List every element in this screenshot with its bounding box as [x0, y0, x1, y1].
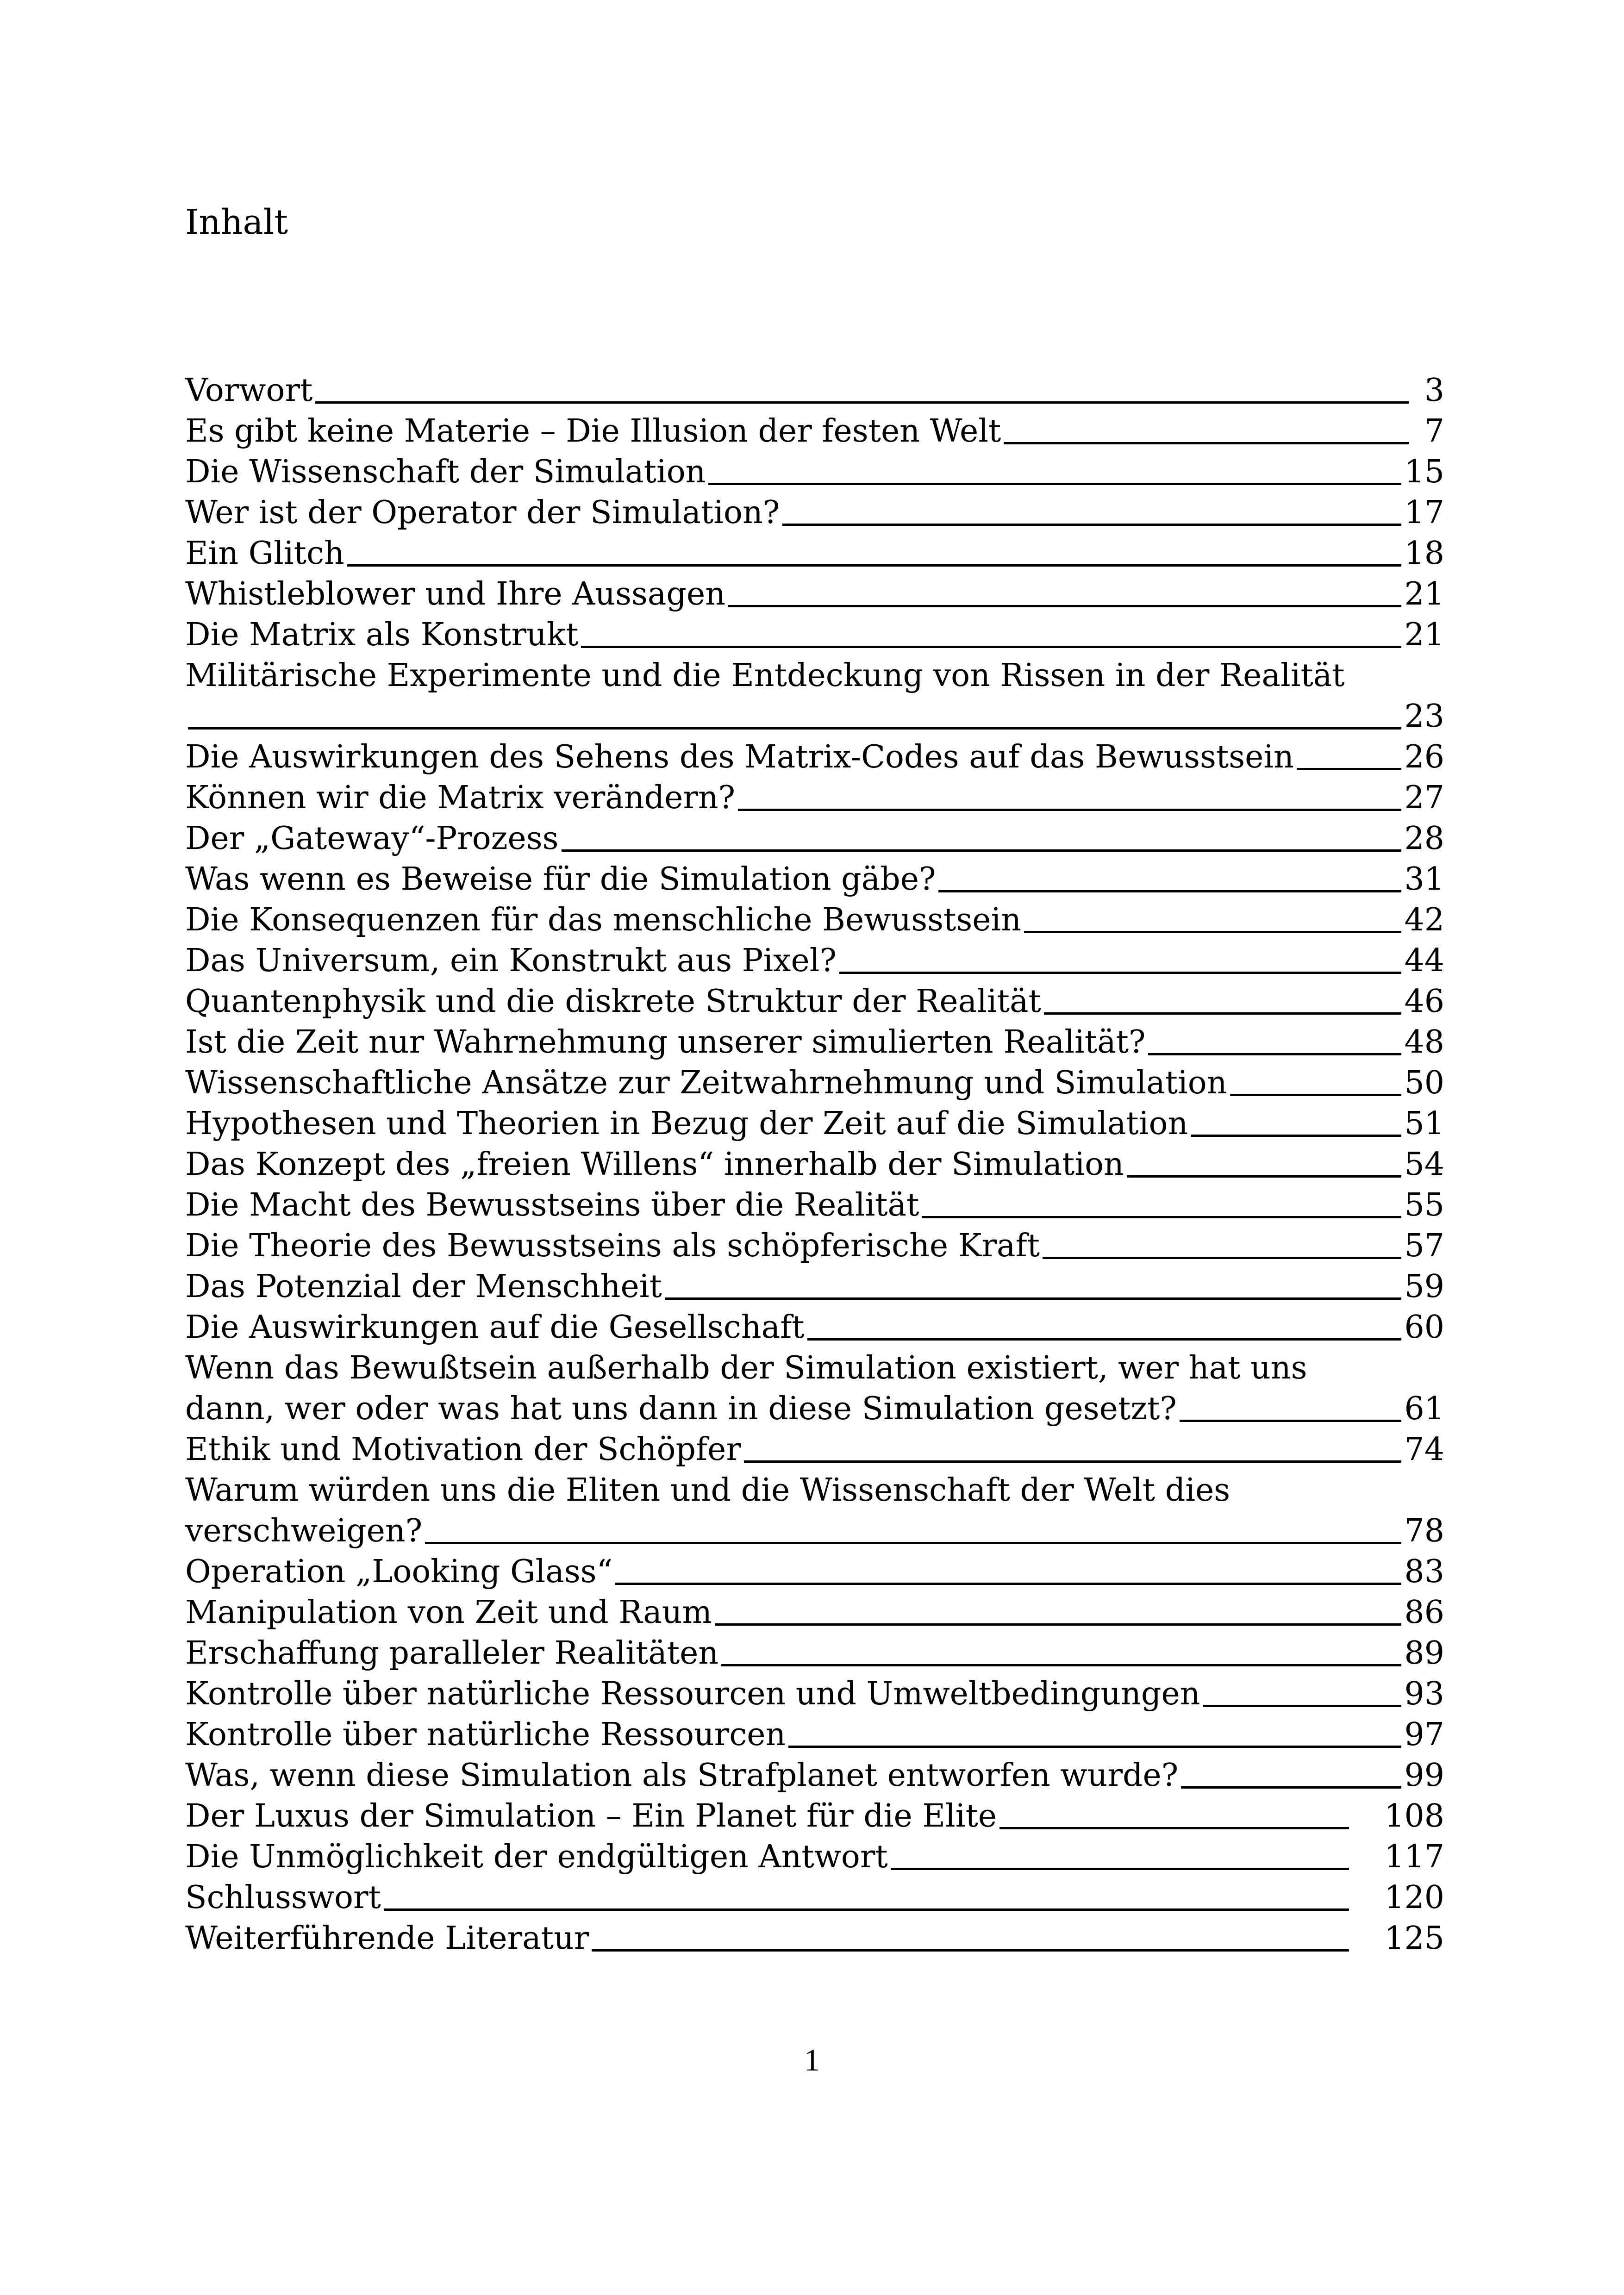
- toc-entry-line: [185, 452, 1444, 493]
- toc-entry-title: Die Auswirkungen auf die Gesellschaft: [185, 1309, 805, 1346]
- toc-leader-line: [347, 564, 1402, 567]
- toc-entry-line: [185, 411, 1444, 452]
- toc-entry-line: [185, 1307, 1444, 1348]
- toc-leader-line: [188, 727, 1401, 730]
- toc-entry-line: [185, 1266, 1444, 1307]
- toc-entry-title: Wer ist der Operator der Simulation?: [185, 494, 780, 531]
- toc-page-number: 108: [1384, 1798, 1444, 1834]
- toc-page-number: 59: [1404, 1268, 1444, 1305]
- toc-leader-line: [1230, 1094, 1402, 1096]
- toc-entry: [185, 533, 1444, 574]
- toc-entry-line: [185, 1715, 1444, 1755]
- table-of-contents: [185, 370, 1444, 1959]
- toc-entry: [185, 1348, 1444, 1429]
- toc-entry: [185, 981, 1444, 1022]
- page-number: 1: [804, 2042, 820, 2077]
- toc-entry: [185, 818, 1444, 859]
- toc-leader-line: [1127, 1175, 1402, 1178]
- toc-page-number: 21: [1404, 617, 1444, 653]
- toc-entry-line: [185, 1144, 1444, 1185]
- toc-entry-line: [185, 818, 1444, 859]
- toc-entry-line: [185, 655, 1444, 696]
- toc-entry-title: Wenn das Bewußtsein außerhalb der Simulation existiert, wer hat uns: [185, 1350, 1307, 1386]
- toc-entry-title: Kontrolle über natürliche Ressourcen: [185, 1716, 786, 1753]
- toc-page-number: 51: [1404, 1105, 1444, 1142]
- toc-leader-line: [562, 849, 1402, 852]
- toc-entry-title: Die Theorie des Bewusstseins als schöpferische Kraft: [185, 1228, 1040, 1264]
- toc-leader-line: [922, 1216, 1401, 1218]
- toc-page-number: 3: [1424, 372, 1444, 409]
- toc-entry: [185, 737, 1444, 778]
- toc-page-number: 17: [1404, 494, 1444, 531]
- toc-entry-line: [185, 1389, 1444, 1429]
- toc-entry-title: Weiterführende Literatur: [185, 1920, 589, 1957]
- toc-leader-line: [891, 1868, 1349, 1870]
- toc-entry: [185, 1022, 1444, 1063]
- toc-entry-title: dann, wer oder was hat uns dann in diese Simulation gesetzt?: [185, 1391, 1177, 1427]
- toc-entry-title: Kontrolle über natürliche Ressourcen und Umweltbedingungen: [185, 1676, 1200, 1712]
- toc-entry-line: [185, 1348, 1444, 1389]
- toc-leader-line: [581, 646, 1401, 648]
- toc-entry: [185, 1796, 1444, 1837]
- toc-entry: [185, 574, 1444, 615]
- toc-entry-line: [185, 1185, 1444, 1226]
- toc-entry: [185, 615, 1444, 655]
- toc-entry-title: Können wir die Matrix verändern?: [185, 780, 736, 816]
- toc-page-number: 28: [1404, 820, 1444, 857]
- toc-entry-line: [185, 533, 1444, 574]
- toc-page-number: 44: [1404, 942, 1444, 979]
- toc-leader-line: [1043, 1257, 1401, 1259]
- toc-page-number: 93: [1404, 1676, 1444, 1712]
- toc-page-number: 61: [1404, 1391, 1444, 1427]
- toc-page-number: 78: [1404, 1513, 1444, 1549]
- toc-page-number: 99: [1404, 1757, 1444, 1794]
- toc-entry-line: [185, 1796, 1444, 1837]
- toc-leader-line: [839, 972, 1402, 974]
- toc-leader-line: [738, 809, 1401, 811]
- toc-leader-line: [615, 1583, 1401, 1585]
- toc-leader-line: [999, 1827, 1349, 1829]
- toc-entry: [185, 1715, 1444, 1755]
- toc-entry-line: [185, 1674, 1444, 1715]
- toc-entry-title: Das Potenzial der Menschheit: [185, 1268, 662, 1305]
- toc-entry: [185, 1877, 1444, 1918]
- toc-entry: [185, 1674, 1444, 1715]
- toc-entry-title: Die Macht des Bewusstseins über die Realität: [185, 1187, 919, 1223]
- toc-page-number: 42: [1404, 902, 1444, 938]
- toc-entry: [185, 1185, 1444, 1226]
- toc-entry: [185, 778, 1444, 818]
- toc-leader-line: [1004, 442, 1409, 444]
- toc-page-number: 18: [1404, 535, 1444, 572]
- toc-entry-line: [185, 1552, 1444, 1592]
- toc-entry-title: Die Auswirkungen des Sehens des Matrix-Codes auf das Bewusstsein: [185, 739, 1294, 775]
- toc-entry-title: Manipulation von Zeit und Raum: [185, 1594, 712, 1631]
- toc-entry-line: [185, 1877, 1444, 1918]
- toc-entry: [185, 1633, 1444, 1674]
- toc-entry: [185, 1226, 1444, 1266]
- toc-page-number: 7: [1424, 413, 1444, 449]
- toc-entry-line: [185, 1104, 1444, 1144]
- toc-leader-line: [1180, 1420, 1402, 1422]
- toc-entry-title: Vorwort: [185, 372, 313, 409]
- toc-entry: [185, 370, 1444, 411]
- toc-leader-line: [788, 1746, 1401, 1748]
- toc-leader-line: [1297, 768, 1402, 770]
- toc-page-number: 48: [1404, 1024, 1444, 1060]
- toc-entry-title: Der „Gateway“-Prozess: [185, 820, 559, 857]
- toc-entry-line: [185, 1022, 1444, 1063]
- toc-leader-line: [1203, 1705, 1402, 1707]
- toc-entry: [185, 1837, 1444, 1877]
- toc-entry-title: Die Konsequenzen für das menschliche Bewusstsein: [185, 902, 1022, 938]
- toc-leader-line: [384, 1908, 1349, 1911]
- toc-entry-line: [185, 493, 1444, 533]
- toc-leader-line: [708, 483, 1401, 485]
- toc-leader-line: [665, 1297, 1402, 1300]
- toc-entry-title: Hypothesen und Theorien in Bezug der Zeit auf die Simulation: [185, 1105, 1188, 1142]
- toc-entry-title: Die Unmöglichkeit der endgültigen Antwort: [185, 1839, 888, 1875]
- toc-entry-title: Whistleblower und Ihre Aussagen: [185, 576, 725, 612]
- toc-leader-line: [425, 1542, 1401, 1544]
- toc-entry-line: [185, 1755, 1444, 1796]
- toc-entry-title: Quantenphysik und die diskrete Struktur der Realität: [185, 983, 1041, 1020]
- toc-entry: [185, 1307, 1444, 1348]
- toc-page-number: 57: [1404, 1228, 1444, 1264]
- toc-leader-line: [315, 401, 1409, 404]
- toc-entry-title: Schlusswort: [185, 1879, 381, 1916]
- toc-page-number: 27: [1404, 780, 1444, 816]
- toc-page-number: 86: [1404, 1594, 1444, 1631]
- toc-entry: [185, 1063, 1444, 1104]
- toc-entry-title: Die Wissenschaft der Simulation: [185, 454, 706, 490]
- toc-page-number: 117: [1384, 1839, 1444, 1875]
- toc-entry-line: [185, 1470, 1444, 1511]
- toc-page-number: 83: [1404, 1553, 1444, 1590]
- toc-entry-title: Erschaffung paralleler Realitäten: [185, 1635, 719, 1671]
- toc-entry-title: Wissenschaftliche Ansätze zur Zeitwahrnehmung und Simulation: [185, 1065, 1227, 1101]
- toc-entry-line: [185, 737, 1444, 778]
- toc-leader-line: [728, 605, 1401, 607]
- toc-entry-line: [185, 900, 1444, 941]
- toc-entry-title: Militärische Experimente und die Entdeckung von Rissen in der Realität: [185, 657, 1345, 694]
- toc-entry-line: [185, 1063, 1444, 1104]
- toc-entry-line: [185, 1511, 1444, 1552]
- toc-entry-title: Die Matrix als Konstrukt: [185, 617, 579, 653]
- toc-entry-title: Es gibt keine Materie – Die Illusion der festen Welt: [185, 413, 1001, 449]
- toc-entry-title: verschweigen?: [185, 1513, 423, 1549]
- toc-entry: [185, 1592, 1444, 1633]
- toc-entry-title: Das Universum, ein Konstrukt aus Pixel?: [185, 942, 837, 979]
- toc-page-number: 26: [1404, 739, 1444, 775]
- toc-entry: [185, 1470, 1444, 1552]
- toc-entry: [185, 941, 1444, 981]
- toc-entry-title: Das Konzept des „freien Willens“ innerhalb der Simulation: [185, 1146, 1124, 1183]
- toc-entry-line: [185, 1918, 1444, 1959]
- toc-entry-line: [185, 1592, 1444, 1633]
- toc-page-number: 55: [1404, 1187, 1444, 1223]
- toc-entry: [185, 1552, 1444, 1592]
- toc-entry-line: [185, 941, 1444, 981]
- toc-entry: [185, 1144, 1444, 1185]
- toc-page-number: 21: [1404, 576, 1444, 612]
- toc-entry-line: [185, 981, 1444, 1022]
- toc-entry: [185, 655, 1444, 737]
- toc-page-number: 23: [1404, 698, 1444, 735]
- toc-page-number: 120: [1384, 1879, 1444, 1916]
- toc-leader-line: [782, 524, 1401, 526]
- toc-entry: [185, 900, 1444, 941]
- toc-entry-line: [185, 1837, 1444, 1877]
- toc-leader-line: [592, 1949, 1349, 1952]
- toc-leader-line: [1181, 1786, 1401, 1789]
- toc-entry-title: Warum würden uns die Eliten und die Wissenschaft der Welt dies: [185, 1472, 1230, 1509]
- toc-entry-title: Was wenn es Beweise für die Simulation gäbe?: [185, 861, 936, 898]
- toc-entry: [185, 411, 1444, 452]
- toc-entry-title: Der Luxus der Simulation – Ein Planet für die Elite: [185, 1798, 997, 1834]
- toc-entry: [185, 1266, 1444, 1307]
- toc-leader-line: [938, 890, 1401, 892]
- toc-page-number: 15: [1404, 454, 1444, 490]
- toc-leader-line: [1024, 931, 1401, 933]
- toc-entry-title: Operation „Looking Glass“: [185, 1553, 613, 1590]
- toc-entry-line: [185, 1226, 1444, 1266]
- toc-entry: [185, 1755, 1444, 1796]
- toc-entry-line: [185, 859, 1444, 900]
- toc-page-number: 46: [1404, 983, 1444, 1020]
- toc-leader-line: [1148, 1053, 1401, 1055]
- toc-entry: [185, 1104, 1444, 1144]
- toc-page-number: 31: [1404, 861, 1444, 898]
- toc-page-number: 125: [1384, 1920, 1444, 1957]
- toc-page-number: 74: [1404, 1431, 1444, 1468]
- toc-leader-line: [807, 1338, 1402, 1341]
- toc-entry-line: [185, 778, 1444, 818]
- toc-entry-title: Ethik und Motivation der Schöpfer: [185, 1431, 741, 1468]
- toc-page-number: 50: [1404, 1065, 1444, 1101]
- toc-leader-line: [1191, 1135, 1401, 1137]
- toc-page-number: 54: [1404, 1146, 1444, 1183]
- toc-heading: Inhalt: [185, 202, 288, 242]
- toc-page-number: 89: [1404, 1635, 1444, 1671]
- toc-entry: [185, 1918, 1444, 1959]
- toc-entry-title: Ein Glitch: [185, 535, 344, 572]
- toc-entry: [185, 452, 1444, 493]
- toc-entry-line: [185, 696, 1444, 737]
- toc-entry-line: [185, 1429, 1444, 1470]
- toc-leader-line: [715, 1623, 1401, 1626]
- toc-page-number: 60: [1404, 1309, 1444, 1346]
- toc-entry-line: [185, 615, 1444, 655]
- toc-entry: [185, 1429, 1444, 1470]
- toc-entry-title: Ist die Zeit nur Wahrnehmung unserer simulierten Realität?: [185, 1024, 1146, 1060]
- toc-leader-line: [744, 1460, 1402, 1463]
- toc-entry-line: [185, 1633, 1444, 1674]
- toc-entry: [185, 493, 1444, 533]
- toc-entry: [185, 859, 1444, 900]
- toc-entry-title: Was, wenn diese Simulation als Strafplanet entworfen wurde?: [185, 1757, 1179, 1794]
- toc-leader-line: [721, 1664, 1401, 1666]
- toc-page-number: 97: [1404, 1716, 1444, 1753]
- toc-leader-line: [1044, 1012, 1402, 1015]
- toc-entry-line: [185, 574, 1444, 615]
- toc-entry-line: [185, 370, 1444, 411]
